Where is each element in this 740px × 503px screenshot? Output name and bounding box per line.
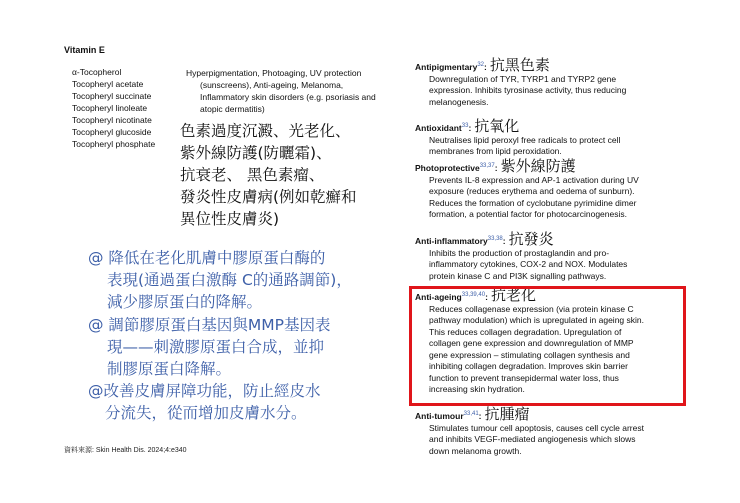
zh-indication-line: 紫外線防護(防曬霜)、 bbox=[180, 144, 332, 162]
section-body-line: collagen gene expression and downregulation of MMP bbox=[429, 338, 634, 348]
section-title: Antipigmentary bbox=[415, 62, 478, 72]
ref-link[interactable]: 33,39,40 bbox=[461, 292, 486, 299]
note-line: 分流失，從而增加皮膚水分。 bbox=[105, 404, 307, 422]
section-body-line: Reduces collagenase expression (via protein kinase C bbox=[429, 303, 634, 314]
form-item: Tocopheryl glucoside bbox=[72, 127, 152, 137]
section-title: Anti-ageing bbox=[415, 292, 462, 302]
section-antiageing: Anti-ageing$^{33,39,40}$: 抗老化 Reduces collagenase expression (via protein kinase C pathway modulation) which is upregulated in ageing skin. This reduces collagen degradation. Upregulation of collagen gene expression and downregulation of MMP gene expression – stimulating collagen synthesis and inhibiting collagen degradation. Improves skin barrier function to prevent transepidermal water loss, thus increasing skin hydration. bbox=[415, 290, 680, 396]
section-body-line: and inhibits VEGF-mediated angiogenesis which slows bbox=[429, 434, 636, 444]
section-body-line: Reduces the formation of cyclobutane pyrimidine dimer bbox=[429, 197, 637, 208]
section-zh-label: 抗氧化 bbox=[474, 117, 520, 135]
section-title: Anti-inflammatory bbox=[415, 236, 488, 246]
ref-link[interactable]: 33,37 bbox=[479, 163, 495, 170]
section-body-line: protein kinase C and PI3K signalling pathways. bbox=[429, 270, 607, 281]
section-body-line: Inhibits the production of prostaglandin and pro- bbox=[429, 247, 610, 258]
indications-line: Inflammatory skin disorders (e.g. psoriasis and bbox=[200, 92, 376, 102]
section-body-line: formation, a potential factor for photocarcinogenesis. bbox=[429, 209, 627, 219]
zh-indication-line: 發炎性皮膚病(例如乾癬和 bbox=[180, 188, 357, 206]
form-item: Tocopheryl acetate bbox=[72, 79, 144, 89]
section-body-line: pathway modulation) which is upregulated in ageing skin. bbox=[429, 315, 644, 325]
indications-line: (sunscreens), Anti-ageing, Melanoma, bbox=[200, 80, 344, 90]
table-title: Vitamin E bbox=[64, 45, 105, 55]
section-body-line: melanogenesis. bbox=[429, 96, 489, 107]
section-body-line: inhibiting collagen degradation. Improves skin barrier bbox=[429, 361, 628, 371]
ref-link[interactable]: 33,41 bbox=[463, 411, 479, 418]
form-item: Tocopheryl succinate bbox=[72, 91, 152, 101]
source-citation: 資料來源: Skin Health Dis. 2024;4:e340 bbox=[64, 447, 187, 454]
note-line: 制膠原蛋白降解。 bbox=[107, 360, 232, 378]
section-zh-label: 抗發炎 bbox=[508, 230, 554, 248]
section-body-line: exposure (reduces erythema and oedema of sunburn). bbox=[429, 186, 635, 196]
note-line: @ 降低在老化肌膚中膠原蛋白酶的 bbox=[88, 249, 326, 267]
form-item: Tocopheryl nicotinate bbox=[72, 115, 152, 125]
section-body-line: Neutralises lipid peroxyl free radicals to protect cell bbox=[429, 134, 621, 145]
section-photoprotective: Photoprotective$^{33,37}$: 紫外線防護 Prevents IL-8 expression and AP-1 activation during UV exposure (reduces erythema and oedema of sunburn). Reduces the formation of cyclobutane pyrimidine dimer formation, a potential factor for photocarcinogenesis. bbox=[415, 161, 680, 221]
zh-indication-line: 抗衰老、 黑色素瘤、 bbox=[180, 166, 325, 184]
section-body-line: Prevents IL-8 expression and AP-1 activation during UV bbox=[429, 174, 639, 185]
form-item: α-Tocopherol bbox=[72, 67, 122, 77]
note-line: 現——刺激膠原蛋白合成，並抑 bbox=[107, 338, 325, 356]
section-body-line: increasing skin hydration. bbox=[429, 384, 525, 394]
note-line: 表現(通過蛋白激酶 C的通路調節)， bbox=[107, 271, 352, 289]
section-body-line: function to prevent transepidermal water loss, thus bbox=[429, 372, 619, 383]
section-body-line: expression. Inhibits tyrosinase activity, thus reducing bbox=[429, 85, 627, 95]
section-body-line: Stimulates tumour cell apoptosis, causes cell cycle arrest bbox=[429, 422, 644, 433]
section-zh-label: 紫外線防護 bbox=[500, 157, 576, 175]
ref-link[interactable]: 33,38 bbox=[487, 236, 503, 243]
section-body-line: Downregulation of TYR, TYRP1 and TYRP2 gene bbox=[429, 73, 617, 84]
section-title: Antioxidant bbox=[415, 123, 462, 133]
section-antipigmentary: Antipigmentary$^{32}$: 抗黑色素 Downregulation of TYR, TYRP1 and TYRP2 gene expression. Inhibits tyrosinase activity, thus reducing melanogenesis. bbox=[415, 60, 680, 108]
section-body-line: down melanoma growth. bbox=[429, 445, 522, 456]
indications-line: atopic dermatitis) bbox=[200, 104, 265, 114]
section-body-line: inflammatory cytokines, COX-2 and NOX. Modulates bbox=[429, 259, 628, 269]
zh-indication-line: 異位性皮膚炎) bbox=[180, 210, 280, 228]
note-line: @ 調節膠原蛋白基因與MMP基因表 bbox=[88, 316, 331, 334]
form-item: Tocopheryl phosphate bbox=[72, 139, 156, 149]
section-title: Anti-tumour bbox=[415, 411, 464, 421]
section-body-line: gene expression – stimulating collagen synthesis and bbox=[429, 349, 630, 360]
ref-link[interactable]: 33 bbox=[461, 123, 469, 130]
section-body-line: This reduces collagen degradation. Upregulation of bbox=[429, 326, 622, 337]
section-zh-label: 抗老化 bbox=[490, 286, 536, 304]
indications-line: Hyperpigmentation, Photoaging, UV protection bbox=[186, 68, 362, 78]
form-item: Tocopheryl linoleate bbox=[72, 103, 148, 113]
section-body-line: membranes from lipid peroxidation. bbox=[429, 146, 562, 156]
zh-indication-line: 色素過度沉澱、光老化、 bbox=[180, 122, 351, 140]
ref-link[interactable]: 32 bbox=[477, 62, 485, 69]
highlight-box bbox=[409, 286, 686, 406]
section-zh-label: 抗黑色素 bbox=[489, 56, 550, 74]
note-line: @改善皮膚屏障功能，防止經皮水 bbox=[88, 382, 321, 400]
section-title: Photoprotective bbox=[415, 163, 480, 173]
section-antioxidant: Antioxidant$^{33}$: 抗氧化 Neutralises lipid peroxyl free radicals to protect cell membranes from lipid peroxidation. bbox=[415, 121, 680, 158]
section-zh-label: 抗腫瘤 bbox=[484, 405, 530, 423]
note-line: 減少膠原蛋白的降解。 bbox=[107, 293, 263, 311]
section-antiinflammatory: Anti-inflammatory$^{33,38}$: 抗發炎 Inhibits the production of prostaglandin and pro- inflammatory cytokines, COX-2 and NOX. Modulates protein kinase C and PI3K signalling pathways. bbox=[415, 234, 680, 282]
section-antitumour: Anti-tumour$^{33,41}$: 抗腫瘤 Stimulates tumour cell apoptosis, causes cell cycle arrest and inhibits VEGF-mediated angiogenesis which slows down melanoma growth. bbox=[415, 409, 680, 457]
